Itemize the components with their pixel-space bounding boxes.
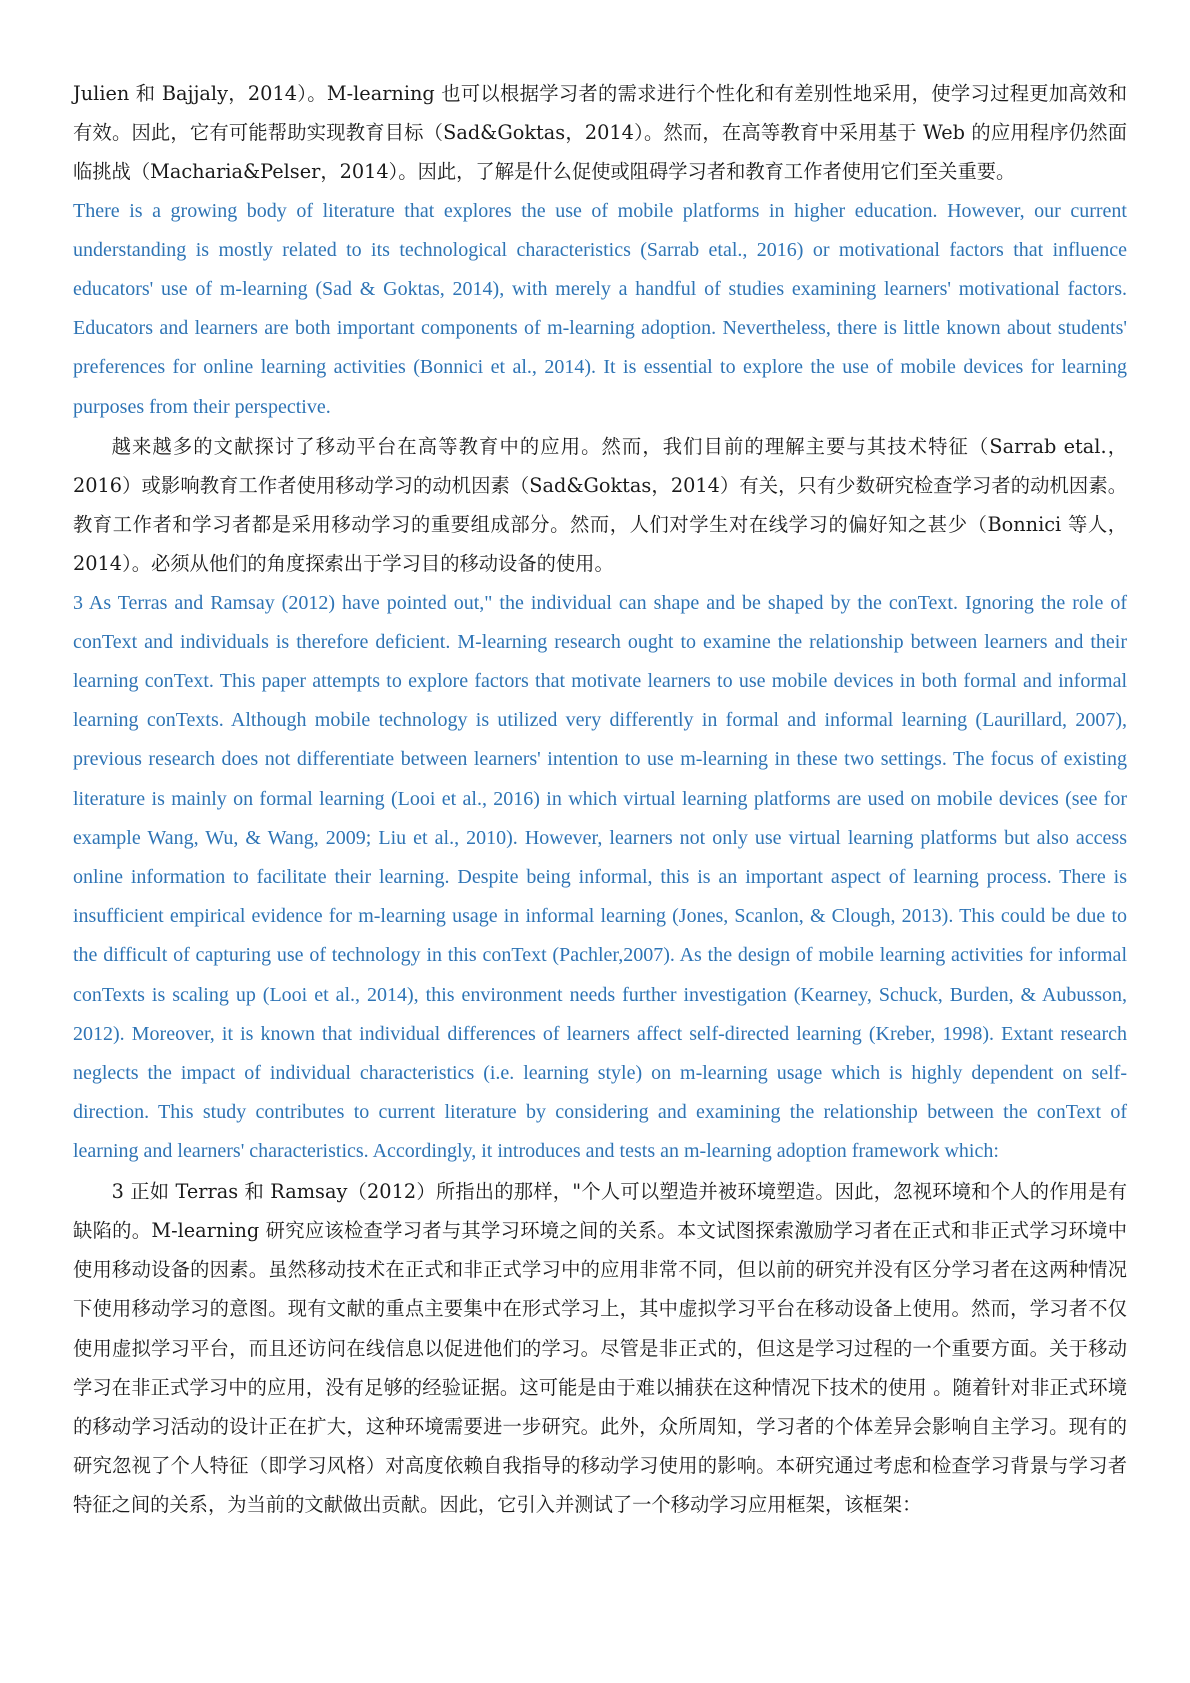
paragraph-english-literature: There is a growing body of literature that explores the use of mobile platforms in higher education. However, our current understanding is mostly related to its technological characteristics (Sarrab etal., 2016) or motivational factors that influence educators' use of m-learning (Sad & Goktas, 2014), with merely a handful of studies examining learners' motivational factors. Educators and learners are both important components of m-learning adoption. Nevertheless, there is little known about students' preferences for online learning activities (Bonnici et al., 2014). It is essential to explore the use of mobile devices for learning purposes from their perspective. [73, 199, 1127, 418]
paragraph-chinese-context: 3 正如 Terras 和 Ramsay（2012）所指出的那样，"个人可以塑造并被环境塑造。因此，忽视环境和个人的作用是有缺陷的。M-learning 研究应该检查学习者与其学习环境之间的关系。本文试图探索激励学习者在正式和非正式学习环境中使用移动设备的因素。虽然移动技术在正式和非正式学习中的应用非常不同，但以前的研究并没有区分学习者在这两种情况下使用移动学习的意图。现有文献的重点主要集中在形式学习上，其中虚拟学习平台在移动设备上使用。然而，学习者不仅使用虚拟学习平台，而且还访问在线信息以促进他们的学习。尽管是非正式的，但这是学习过程的一个重要方面。关于移动学习在非正式学习中的应用，没有足够的经验证据。这可能是由于难以捕获在这种情况下技术的使用 。随着针对非正式环境的移动学习活动的设计正在扩大，这种环境需要进一步研究。此外，众所周知，学习者的个体差异会影响自主学习。现有的研究忽视了个人特征（即学习风格）对高度依赖自我指导的移动学习使用的影响。本研究通过考虑和检查学习背景与学习者特征之间的关系，为当前的文献做出贡献。因此，它引入并测试了一个移动学习应用框架，该框架： [73, 1179, 1127, 1517]
paragraph-english-context: 3 As Terras and Ramsay (2012) have pointed out," the individual can shape and be shaped by the conText. Ignoring the role of conText and individuals is therefore deficient. M-learning research ought to examine the relationship between learners and their learning conText. This paper attempts to explore factors that motivate learners to use mobile devices in both formal and informal learning conTexts. Although mobile technology is utilized very differently in formal and informal learning (Laurillard, 2007), previous research does not differentiate between learners' intention to use m-learning in these two settings. The focus of existing literature is mainly on formal learning (Looi et al., 2016) in which virtual learning platforms are used on mobile devices (see for example Wang, Wu, & Wang, 2009; Liu et al., 2010). However, learners not only use virtual learning platforms but also access online information to facilitate their learning. Despite being informal, this is an important aspect of learning process. There is insufficient empirical evidence for m-learning usage in informal learning (Jones, Scanlon, & Clough, 2013). This could be due to the difficult of capturing use of technology in this conText (Pachler,2007). As the design of mobile learning activities for informal conTexts is scaling up (Looi et al., 2014), this environment needs further investigation (Kearney, Schuck, Burden, & Aubusson, 2012). Moreover, it is known that individual differences of learners affect self-directed learning (Kreber, 1998). Extant research neglects the impact of individual characteristics (i.e. learning style) on m-learning usage which is highly dependent on self-direction. This study contributes to current literature by considering and examining the relationship between the conText of learning and learners' characteristics. Accordingly, it introduces and tests an m-learning adoption framework which: [73, 591, 1127, 1163]
paragraph-chinese-intro: Julien 和 Bajjaly，2014）。M-learning 也可以根据学习者的需求进行个性化和有差别性地采用，使学习过程更加高效和有效。因此，它有可能帮助实现教育目标（Sad&Goktas，2014）。然而，在高等教育中采用基于 Web 的应用程序仍然面临挑战（Macharia&Pelser，2014）。因此，了解是什么促使或阻碍学习者和教育工作者使用它们至关重要。 [73, 82, 1127, 184]
document-page [73, 74, 1127, 1525]
paragraph-chinese-literature: 越来越多的文献探讨了移动平台在高等教育中的应用。然而，我们目前的理解主要与其技术特征（Sarrab etal.，2016）或影响教育工作者使用移动学习的动机因素（Sad&Goktas，2014）有关，只有少数研究检查学习者的动机因素。教育工作者和学习者都是采用移动学习的重要组成部分。然而，人们对学生对在线学习的偏好知之甚少（Bonnici 等人，2014）。必须从他们的角度探索出于学习目的移动设备的使用。 [73, 434, 1127, 576]
